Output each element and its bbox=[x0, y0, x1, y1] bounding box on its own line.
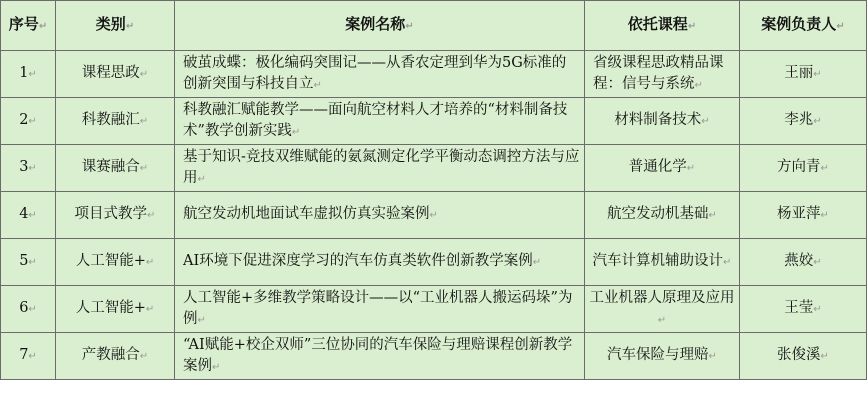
table-row bbox=[1, 333, 867, 380]
table-row bbox=[1, 51, 867, 98]
cell-case-name: “AI赋能+校企双师”三位协同的汽车保险与理赔课程创新教学案例↵ bbox=[175, 333, 585, 380]
cell-course: 汽车计算机辅助设计↵ bbox=[585, 239, 740, 286]
cell-course: 材料制备技术↵ bbox=[585, 98, 740, 145]
cell-lead: 方向青↵ bbox=[740, 145, 867, 192]
cell-lead: 王丽↵ bbox=[740, 51, 867, 98]
cell-case-name: 基于知识-竞技双维赋能的氨氮测定化学平衡动态调控方法与应用↵ bbox=[175, 145, 585, 192]
cell-index: 1↵ bbox=[1, 51, 56, 98]
cell-case-name: AI环境下促进深度学习的汽车仿真类软件创新教学案例↵ bbox=[175, 239, 585, 286]
header-index: 序号↵ bbox=[1, 1, 56, 51]
header-course: 依托课程↵ bbox=[585, 1, 740, 51]
table-row bbox=[1, 286, 867, 333]
cell-index: 4↵ bbox=[1, 192, 56, 239]
cell-case-name: 人工智能+多维教学策略设计——以“工业机器人搬运码垛”为例↵ bbox=[175, 286, 585, 333]
header-lead: 案例负责人↵ bbox=[740, 1, 867, 51]
cell-course: 汽车保险与理赔↵ bbox=[585, 333, 740, 380]
cell-lead: 杨亚萍↵ bbox=[740, 192, 867, 239]
cell-category: 人工智能+↵ bbox=[56, 286, 175, 333]
table-row bbox=[1, 239, 867, 286]
cell-course: 普通化学↵ bbox=[585, 145, 740, 192]
cell-category: 人工智能+↵ bbox=[56, 239, 175, 286]
cell-lead: 张俊溪↵ bbox=[740, 333, 867, 380]
cell-index: 6↵ bbox=[1, 286, 56, 333]
cell-category: 产教融合↵ bbox=[56, 333, 175, 380]
header-case-name: 案例名称↵ bbox=[175, 1, 585, 51]
cell-index: 5↵ bbox=[1, 239, 56, 286]
cell-lead: 李兆↵ bbox=[740, 98, 867, 145]
cell-case-name: 航空发动机地面试车虚拟仿真实验案例↵ bbox=[175, 192, 585, 239]
table-row bbox=[1, 145, 867, 192]
header-category: 类别↵ bbox=[56, 1, 175, 51]
cell-index: 3↵ bbox=[1, 145, 56, 192]
cell-category: 课程思政↵ bbox=[56, 51, 175, 98]
cell-case-name: 破茧成蝶：极化编码突围记——从香农定理到华为5G标准的创新突围与科技自立↵ bbox=[175, 51, 585, 98]
cell-lead: 王莹↵ bbox=[740, 286, 867, 333]
cell-category: 课赛融合↵ bbox=[56, 145, 175, 192]
header-row bbox=[1, 1, 867, 51]
cell-category: 科教融汇↵ bbox=[56, 98, 175, 145]
cell-lead: 燕姣↵ bbox=[740, 239, 867, 286]
table-row bbox=[1, 98, 867, 145]
cell-case-name: 科教融汇赋能教学——面向航空材料人才培养的“材料制备技术”教学创新实践↵ bbox=[175, 98, 585, 145]
cell-category: 项目式教学↵ bbox=[56, 192, 175, 239]
cell-index: 2↵ bbox=[1, 98, 56, 145]
cell-course: 航空发动机基础↵ bbox=[585, 192, 740, 239]
cell-course: 省级课程思政精品课程：信号与系统↵ bbox=[585, 51, 740, 98]
table-row bbox=[1, 192, 867, 239]
cell-index: 7↵ bbox=[1, 333, 56, 380]
cell-course: 工业机器人原理及应用↵ bbox=[585, 286, 740, 333]
